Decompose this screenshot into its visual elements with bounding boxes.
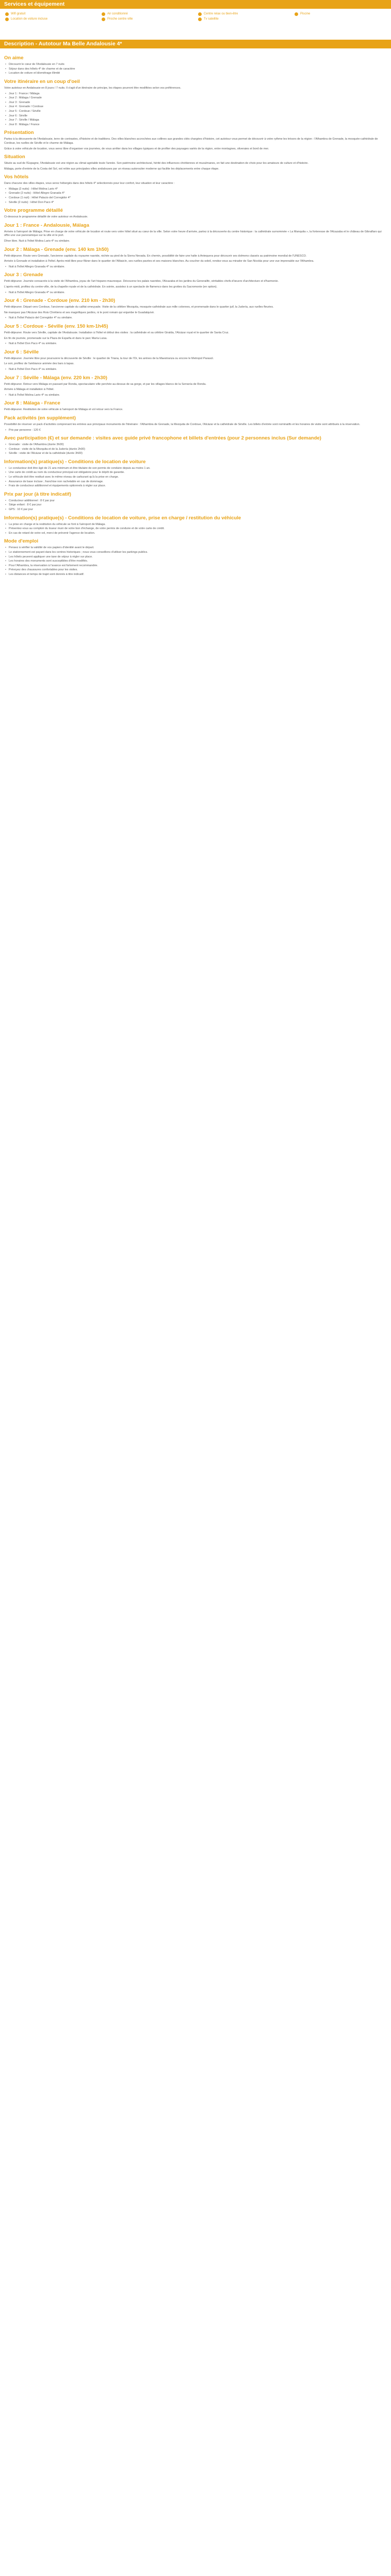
aircon-icon — [102, 12, 105, 16]
section-list — [4, 92, 387, 127]
section-heading: Mode d'emploi — [4, 538, 39, 545]
service-label: Proche centre ville — [107, 17, 133, 21]
list-item: • Cordoue : visite de la Mezquita et de la Judería (durée 2h00) — [4, 448, 387, 452]
list-item: • Conducteur additionnel : 8 € par jour — [4, 499, 387, 503]
list-item: • Jour 5 : Cordoue / Séville — [4, 110, 387, 114]
section-heading: Vos hôtels — [4, 174, 29, 180]
list-item: • Le stationnement est payant dans les centres historiques ; nous vous conseillons d'utiliser les parkings publics. — [4, 551, 387, 555]
section-paragraph: Petit-déjeuner. Départ vers Cordoue, l'ancienne capitale du califat omeyyade. Visite de la célèbre Mezquita, mosquée-cathédrale aux mille colonnes, et promenade dans le quartier juif, la Judería, aux ruelles fleuries. — [4, 306, 274, 309]
section-heading: Jour 1 : France - Andalousie, Málaga — [4, 222, 89, 228]
wifi-icon — [5, 12, 9, 16]
description-content — [0, 48, 391, 577]
list-item: • En cas de retard de votre vol, merci de prévenir l'agence de location. — [4, 532, 387, 536]
list-item: • Siège enfant : 8 € par jour — [4, 503, 387, 507]
service-item — [198, 12, 289, 16]
section-heading: Information(s) pratique(s) - Conditions de location de voiture, prise en charge / restitution du véhicule — [4, 515, 241, 521]
section-heading: Jour 4 : Grenade - Cordoue (env. 210 km - 2h30) — [4, 298, 116, 304]
section-paragraph: Ne manquez pas l'Alcázar des Rois Chrétiens et ses magnifiques jardins, ni le pont romain qui enjambe le Guadalquivir. — [4, 311, 155, 314]
service-label: Location de voiture incluse — [11, 17, 48, 21]
section-paragraph: Située au sud de l'Espagne, l'Andalousie est une région au climat agréable toute l'année. Son patrimoine architectural, hérité des influences chrétiennes et musulmanes, en fait une destination de choix pour les amateurs de culture et d'histoire. — [4, 162, 309, 165]
service-label: Tv satellite — [204, 17, 219, 21]
list-item: • Nuit à l'hôtel Palacio del Corregidor 4* ou similaire. — [4, 316, 387, 320]
list-item: • Frais de conducteur additionnel et équipements optionnels à régler sur place. — [4, 484, 387, 488]
list-item: • Pour l'Alhambra, la réservation à l'avance est fortement recommandée. — [4, 564, 387, 568]
list-item: • Grenade (2 nuits) : Hôtel Allegro Granada 4* — [4, 192, 387, 196]
list-item: • Nuit à l'hôtel Molina Lario 4* ou similaire. — [4, 394, 387, 398]
section-paragraph: Petit-déjeuner. Journée consacrée à la visite de l'Alhambra, joyau de l'art hispano-mauresque. Découvrez les palais nasrides, l'Alcazaba et les jardins du Generalife, véritables chefs-d'œuvre d'architecture et d'harmonie. — [4, 280, 279, 283]
section-heading: Situation — [4, 154, 25, 160]
section-list — [4, 443, 387, 456]
section-heading: Votre programme détaillé — [4, 208, 63, 214]
section-paragraph: Petit-déjeuner. Restitution de votre véhicule à l'aéroport de Málaga et vol retour vers la France. — [4, 408, 123, 412]
section-paragraph: En fin de journée, promenade sur la Plaza de España et dans le parc María Luisa. — [4, 336, 107, 340]
car-icon — [5, 18, 9, 21]
list-item: • Le conducteur doit être âgé de 21 ans minimum et être titulaire de son permis de conduire depuis au moins 1 an. — [4, 467, 387, 471]
service-label: Wifi gratuit — [11, 12, 26, 15]
section-heading: Jour 7 : Séville - Málaga (env. 220 km - 2h30) — [4, 375, 107, 381]
section-list — [4, 188, 387, 205]
section-list — [4, 291, 387, 295]
list-item: • Jour 2 : Málaga / Grenade — [4, 96, 387, 100]
section-heading: Jour 8 : Málaga - France — [4, 400, 60, 406]
section-paragraph: Dîner libre. Nuit à l'hôtel Molina Lario 4* ou similaire. — [4, 240, 70, 243]
section-heading: Jour 5 : Cordoue - Séville (env. 150 km-1h45) — [4, 323, 108, 329]
section-heading: Jour 3 : Grenade — [4, 272, 43, 278]
section-paragraph: Petit-déjeuner. Route vers Grenade, l'ancienne capitale du royaume nasride, nichée au pied de la Sierra Nevada. En chemin, possibilité de faire une halte à Antequera pour découvrir ses dolmens classés au patrimoine mondial de l'UNESCO. — [4, 254, 307, 258]
list-item: • Jour 6 : Séville — [4, 114, 387, 118]
list-item: • Málaga (2 nuits) : Hôtel Molina Lario 4* — [4, 188, 387, 192]
section-paragraph: Ci-dessous le programme détaillé de votre autotour en Andalousie. — [4, 215, 88, 219]
section-list — [4, 467, 387, 488]
list-item: • Les hôtels peuvent appliquer une taxe de séjour à régler sur place. — [4, 555, 387, 560]
list-item: • Nuit à l'hôtel Allegro Granada 4* ou similaire. — [4, 265, 387, 269]
tv-icon — [198, 18, 202, 21]
services-list — [0, 9, 391, 24]
section-paragraph: Petit-déjeuner. Journée libre pour poursuivre la découverte de Séville : le quartier de Triana, la tour de l'Or, les arènes de la Maestranza ou encore le Metropol Parasol. — [4, 357, 214, 360]
list-item: • GPS : 10 € par jour — [4, 508, 387, 512]
list-item: • Location de voiture et kilométrage illimité — [4, 72, 387, 76]
service-item — [295, 12, 386, 16]
list-item: • Les horaires des monuments sont susceptibles d'être modifiés. — [4, 560, 387, 564]
section-paragraph: Arrivée à Málaga et installation à l'hôtel. — [4, 388, 55, 392]
list-item: • Le véhicule doit être restitué avec le même niveau de carburant qu'à la prise en charge. — [4, 476, 387, 480]
description-header: Description - Autotour Ma Belle Andalousie 4* — [0, 40, 391, 48]
section-heading: Prix par jour (à titre indicatif) — [4, 491, 71, 497]
list-item: • Jour 7 : Séville / Málaga — [4, 118, 387, 123]
section-paragraph: Petit-déjeuner. Retour vers Málaga en passant par Ronda, spectaculaire ville perchée au-dessus de sa gorge, et par les villages blancs de la Serranía de Ronda. — [4, 382, 206, 386]
section-paragraph: Possibilité de réserver un pack d'activités comprenant les entrées aux principaux monuments de l'itinéraire : l'Alhambra de Grenade, la Mezquita de Cordoue, l'Alcázar et la cathédrale de Séville. Les billets d'entrée sont nominatifs et les horaires de visite sont attribués à la réservation. — [4, 422, 361, 426]
list-item: • Prix par personne : 120 € — [4, 429, 387, 433]
beach-icon — [102, 18, 105, 21]
section-heading: Avec participation (€) et sur demande : visites avec guide privé francophone et billets d'entrées (pour 2 personnes inclus (Sur demande) — [4, 435, 321, 442]
section-heading: On aime — [4, 55, 24, 61]
section-paragraph: Málaga, porte d'entrée de la Costa del Sol, est reliée aux principales villes andalouses par un réseau autoroutier moderne qui facilite les déplacements entre chaque étape. — [4, 167, 219, 171]
section-list — [4, 316, 387, 320]
service-item — [102, 18, 193, 22]
list-item: • Prévoyez des chaussures confortables pour les visites. — [4, 568, 387, 572]
list-item: • Séville (2 nuits) : Hôtel Don Paco 4* — [4, 201, 387, 205]
list-item: • Jour 1 : France / Málaga — [4, 92, 387, 96]
list-item: • Les distances et temps de trajet sont donnés à titre indicatif. — [4, 573, 387, 577]
list-item: • Jour 3 : Grenade — [4, 101, 387, 105]
section-paragraph: Le soir, profitez de l'ambiance animée des bars à tapas. — [4, 362, 74, 366]
section-heading: Pack activités (en supplément) — [4, 415, 76, 421]
list-item: • Séville : visite de l'Alcázar et de la cathédrale (durée 3h00) — [4, 452, 387, 456]
service-item — [5, 18, 96, 22]
list-item: • Nuit à l'hôtel Don Paco 4* ou similaire. — [4, 342, 387, 346]
section-list — [4, 429, 387, 433]
list-item: • Séjour dans des hôtels 4* de charme et de caractère — [4, 67, 387, 72]
list-item: • Une carte de crédit au nom du conducteur principal est obligatoire pour le dépôt de garantie. — [4, 471, 387, 475]
service-label: Air conditionné — [107, 12, 128, 15]
list-item: • Découvrir le cœur de l'Andalousie en 7 nuits — [4, 63, 387, 67]
list-item: • Assurance de base incluse ; franchise non rachetable en cas de dommage. — [4, 480, 387, 484]
sauna-icon — [198, 12, 202, 16]
section-paragraph: Arrivée à l'aéroport de Málaga. Prise en charge de votre véhicule de location et route vers votre hôtel situé au cœur de la ville. Selon votre heure d'arrivée, partez à la découverte du centre historique : la cathédrale surnommée « La Manquita », la forteresse de l'Alcazaba et le château de Gibralfaro qui offre une vue panoramique sur la ville et le port. — [4, 230, 382, 238]
section-heading: Jour 2 : Málaga - Grenade (env. 140 km 1h50) — [4, 246, 109, 252]
list-item: • Grenade : visite de l'Alhambra (durée 3h00) — [4, 443, 387, 447]
list-item: • Pensez à vérifier la validité de vos papiers d'identité avant le départ. — [4, 546, 387, 550]
section-list — [4, 499, 387, 512]
section-list — [4, 342, 387, 346]
section-paragraph: Partez à la découverte de l'Andalousie, terre de contrastes, d'histoire et de traditions. Des villes blanches accrochées aux collines aux grandes cités chargées d'histoire, cet autotour vous permet de découvrir à votre rythme les trésors de la région : l'Alhambra de Grenade, la mosquée-cathédrale de Cordoue, les ruelles de Séville et le charme de Málaga. — [4, 138, 378, 145]
section-list — [4, 265, 387, 269]
list-item: • Nuit à l'hôtel Allegro Granada 4* ou similaire. — [4, 291, 387, 295]
page — [0, 0, 391, 577]
section-paragraph: Dans chacune des villes étapes, vous serez hébergés dans des hôtels 4* sélectionnés pour leur confort, leur situation et leur caractère : — [4, 182, 175, 185]
list-item: • Jour 8 : Málaga / France — [4, 123, 387, 127]
service-item — [198, 18, 289, 22]
service-label: Centre relax ou bien-être — [204, 12, 238, 15]
section-heading: Information(s) pratique(s) - Conditions de location de voiture — [4, 459, 146, 465]
service-item — [102, 12, 193, 16]
section-list — [4, 523, 387, 536]
list-item: • Jour 4 : Grenade / Cordoue — [4, 105, 387, 109]
section-list — [4, 546, 387, 577]
section-list — [4, 368, 387, 372]
pool-icon — [295, 12, 298, 16]
services-header: Services et équipement — [0, 0, 391, 9]
section-paragraph: L'après-midi, profitez du centre-ville, de la chapelle royale et de la cathédrale. En soirée, assistez à un spectacle de flamenco dans les grottes du Sacromonte (en option). — [4, 285, 218, 289]
list-item: • Nuit à l'hôtel Don Paco 4* ou similaire. — [4, 368, 387, 372]
service-label: Piscine — [300, 12, 311, 15]
section-paragraph: Votre autotour en Andalousie en 8 jours / 7 nuits. Il s'agit d'un itinéraire de principe, les étapes pourront être modifiées selon vos préférences. — [4, 86, 181, 90]
section-paragraph: Grâce à votre véhicule de location, vous serez libre d'organiser vos journées, de vous arrêter dans les villages typiques et de profiter des paysages variés de la région, entre montagnes, oliveraies et bord de mer. — [4, 147, 269, 150]
section-heading: Votre itinéraire en un coup d'oeil — [4, 78, 80, 84]
section-list — [4, 394, 387, 398]
section-paragraph: Petit-déjeuner. Route vers Séville, capitale de l'Andalousie. Installation à l'hôtel et début des visites : la cathédrale et sa célèbre Giralda, l'Alcázar royal et le quartier de Santa Cruz. — [4, 331, 230, 334]
list-item: • Présentez-vous au comptoir du loueur muni de votre bon d'échange, de votre permis de conduire et de votre carte de crédit. — [4, 527, 387, 531]
service-item — [5, 12, 96, 16]
list-item: • La prise en charge et la restitution du véhicule se font à l'aéroport de Málaga. — [4, 523, 387, 527]
list-item: • Cordoue (1 nuit) : Hôtel Palacio del Corregidor 4* — [4, 196, 387, 200]
section-heading: Jour 6 : Séville — [4, 349, 39, 355]
section-heading: Présentation — [4, 130, 34, 136]
section-list — [4, 63, 387, 76]
section-paragraph: Arrivée à Grenade et installation à l'hôtel. Après-midi libre pour flâner dans le quartier de l'Albaicín, ses ruelles pavées et ses maisons blanches. Au coucher du soleil, rendez-vous au mirador de San Nicolás pour une vue imprenable sur l'Alhambra. — [4, 260, 314, 263]
